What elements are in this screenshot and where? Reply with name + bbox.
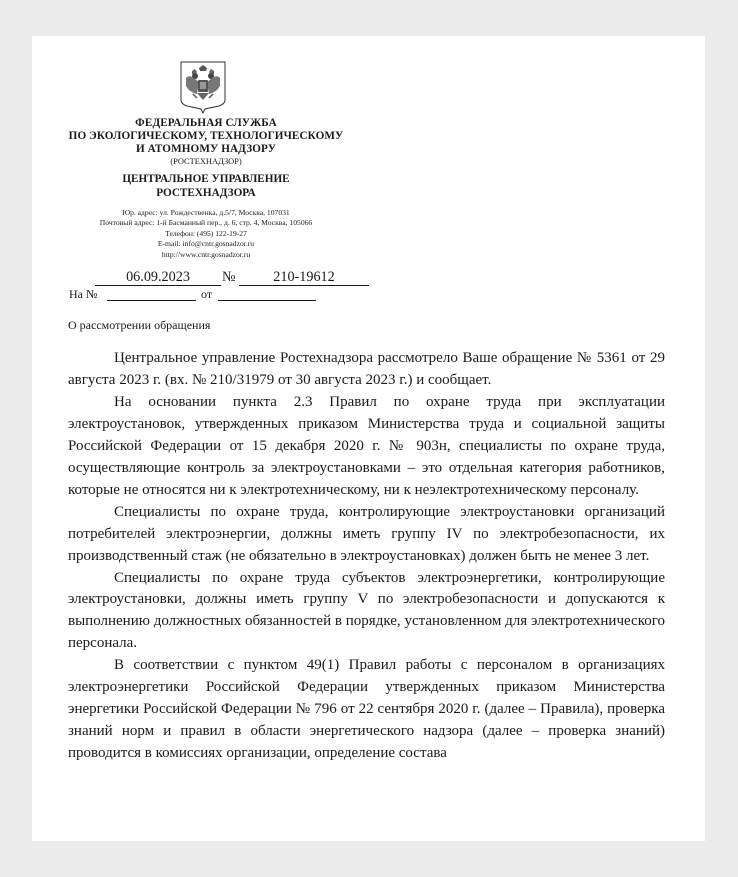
contact-block xyxy=(32,208,380,260)
org-line: ПО ЭКОЛОГИЧЕСКОМУ, ТЕХНОЛОГИЧЕСКОМУ xyxy=(68,130,344,142)
website: http://www.cntr.gosnadzor.ru xyxy=(161,249,251,259)
paragraph: Специалисты по охране труда, контролирующие электроустановки организаций потребителей электроэнергии, должны иметь группу IV по электробезопасности, их производственный стаж (не обязательно в электроустановках) должен быть не менее 3 лет. xyxy=(68,503,665,564)
outgoing-number: 210-19612 xyxy=(239,269,369,286)
org-name xyxy=(32,117,380,156)
from-label: от xyxy=(201,287,213,301)
paragraph: На основании пункта 2.3 Правил по охране труда при эксплуатации электроустановок, утвержденных приказом Министерства труда и социальной защиты Российской Федерации от 15 декабря 2020 г. № 903н, специалисты по охране труда, осуществляющие контроль за электроустановками – это отдельная категория работников, которые не относятся ни к электротехническому, ни к неэлектротехническому персоналу. xyxy=(68,393,665,498)
postal-address: Почтовый адрес: 1-й Басманный пер., д. 6, стр. 4, Москва, 105066 xyxy=(99,218,313,228)
org-line: И АТОМНОМУ НАДЗОРУ xyxy=(135,143,277,155)
email: E-mail: info@cntr.gosnadzor.ru xyxy=(157,239,255,249)
paragraph: В соответствии с пунктом 49(1) Правил работы с персоналом в организациях электроэнергетики Российской Федерации утвержденных приказом Министерства энергетики Российской Федерации № 796 от 22 сентября 2020 г. (далее – Правила), проверка знаний норм и правил в области энергетического надзора (далее – проверка знаний) проводится в комиссиях организации, определение состава xyxy=(68,657,665,762)
legal-address: Юр. адрес: ул. Рождественка, д.5/7, Москва, 107031 xyxy=(122,208,290,217)
org-line: ФЕДЕРАЛЬНАЯ СЛУЖБА xyxy=(135,117,277,129)
org-abbreviation: (РОСТЕХНАДЗОР) xyxy=(170,157,242,166)
phone: Телефон: (495) 122-19-27 xyxy=(165,228,247,238)
letter-subject: О рассмотрении обращения xyxy=(68,318,211,332)
reply-to-number xyxy=(107,286,196,301)
reply-to-date xyxy=(218,286,316,301)
department-name xyxy=(32,173,380,200)
paragraph: Центральное управление Ростехнадзора рассмотрело Ваше обращение № 5361 от 29 августа 2023 г. (вх. № 210/31979 от 30 августа 2023 г.) и сообщает. xyxy=(68,350,665,388)
letter-body xyxy=(68,348,665,765)
russian-coat-of-arms-icon xyxy=(179,60,227,114)
dept-line: ЦЕНТРАЛЬНОЕ УПРАВЛЕНИЕ xyxy=(122,173,290,185)
dept-line: РОСТЕХНАДЗОРА xyxy=(156,186,256,199)
number-sign: № xyxy=(222,269,236,285)
outgoing-date: 06.09.2023 xyxy=(95,269,221,286)
document-page xyxy=(32,36,705,841)
reply-to-label: На № xyxy=(69,287,98,301)
paragraph: Специалисты по охране труда субъектов электроэнергетики, контролирующие электроустановки, должны иметь группу V по электробезопасности и допускаются к выполнению должностных обязанностей в порядке, установленном для электротехнического персонала. xyxy=(68,569,665,652)
